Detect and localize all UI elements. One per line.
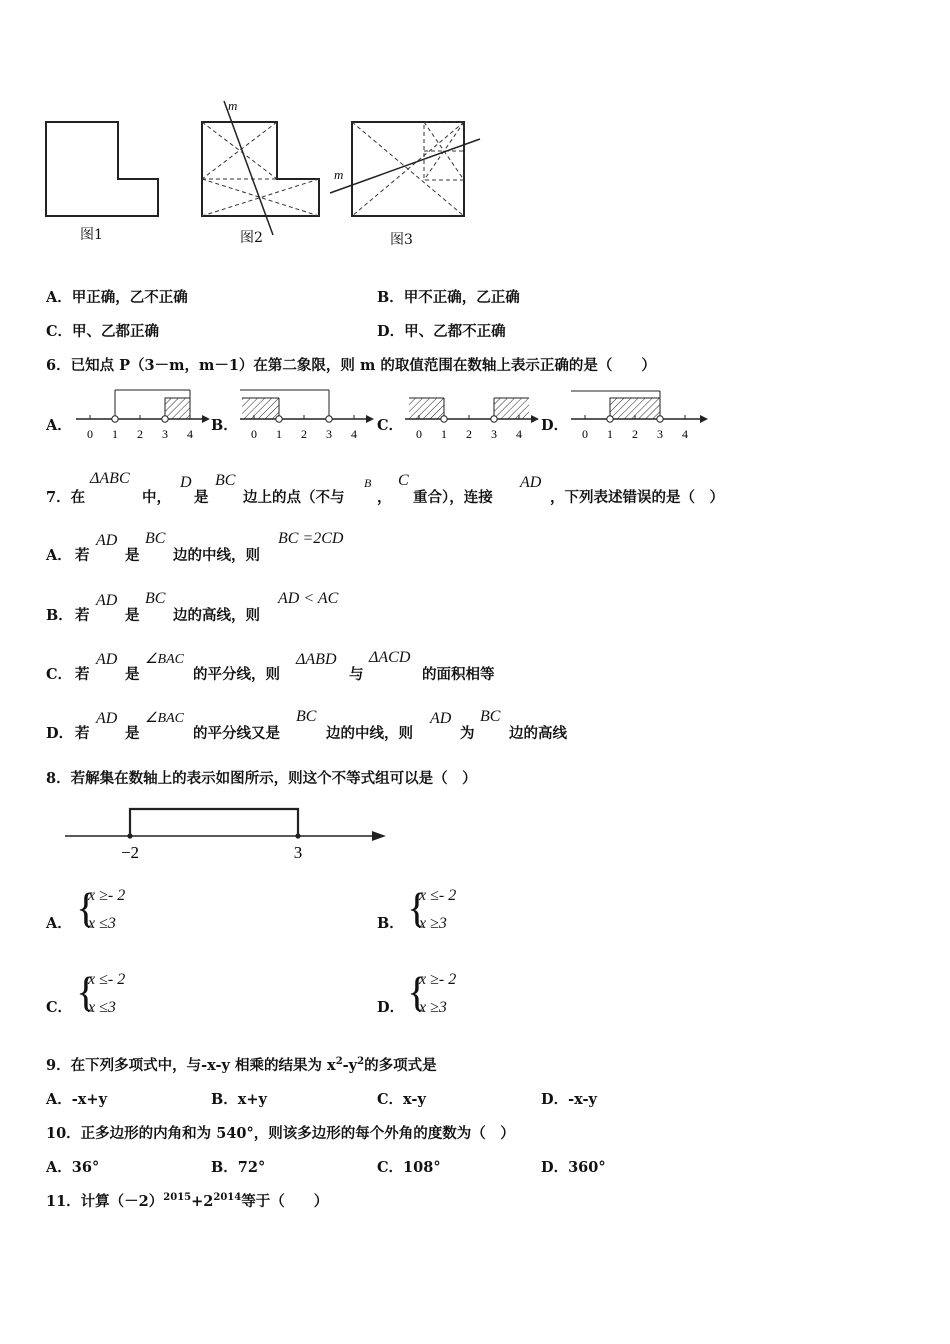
- q5-option-a[interactable]: A．甲正确，乙不正确: [46, 289, 188, 306]
- q10-option-a[interactable]: A．36°: [46, 1159, 100, 1176]
- q10-question: 10．正多边形的内角和为 540°，则该多边形的每个外角的度数为（ ）: [46, 1125, 515, 1142]
- line-m-label-fig2: m: [228, 98, 238, 113]
- q5-option-d[interactable]: D．甲、乙都不正确: [377, 323, 506, 340]
- tick-1: 1: [607, 427, 613, 441]
- q10-option-c[interactable]: C．108°: [377, 1159, 441, 1176]
- brace-icon: {: [407, 970, 428, 1016]
- q8-option-c[interactable]: C． { x ≤- 2 x ≤3: [46, 970, 126, 1016]
- tick-3: 3: [326, 427, 332, 441]
- q5-figures: [40, 95, 490, 255]
- tick-3: 3: [657, 427, 663, 441]
- q6-numberline-c: [401, 384, 541, 444]
- tick-4: 4: [351, 427, 357, 441]
- q6-numberline-a: [72, 384, 212, 444]
- brace-icon: {: [76, 970, 97, 1016]
- tick-0: 0: [87, 427, 93, 441]
- tick-1: 1: [112, 427, 118, 441]
- q6-option-c-letter[interactable]: C．: [377, 417, 404, 434]
- q7-option-b[interactable]: B． 若 AD 是 BC 边的高线，则 AD < AC: [46, 590, 339, 624]
- q9-option-a[interactable]: A．-x+y: [46, 1091, 108, 1108]
- figure-3: [330, 122, 480, 216]
- q8-numberline: [60, 800, 395, 865]
- tick-1: 1: [441, 427, 447, 441]
- axis-label-3: 3: [293, 843, 303, 862]
- figure-2: [202, 101, 319, 235]
- figure-1-l-shape: [46, 122, 158, 216]
- q8-question: 8．若解集在数轴上的表示如图所示，则这个不等式组可以是（ ）: [46, 770, 477, 787]
- axis-label-neg2: −2: [120, 843, 140, 862]
- q5-option-b[interactable]: B．甲不正确，乙正确: [377, 289, 520, 306]
- q6-option-a-letter[interactable]: A．: [46, 417, 72, 434]
- q8-option-a[interactable]: A． { x ≥- 2 x ≤3: [46, 886, 126, 932]
- tick-2: 2: [137, 427, 143, 441]
- tick-0: 0: [416, 427, 422, 441]
- tick-2: 2: [466, 427, 472, 441]
- tick-0: 0: [582, 427, 588, 441]
- tick-4: 4: [187, 427, 193, 441]
- q8-option-b[interactable]: B． { x ≤- 2 x ≥3: [377, 886, 457, 932]
- tick-3: 3: [162, 427, 168, 441]
- q10-option-b[interactable]: B．72°: [211, 1159, 266, 1176]
- q7-option-c[interactable]: C． 若 AD 是 ∠BAC 的平分线，则 ΔABD 与 ΔACD 的面积相等: [46, 649, 495, 683]
- q9-option-b[interactable]: B．x+y: [211, 1091, 267, 1108]
- tick-0: 0: [251, 427, 257, 441]
- figure-2-caption: 图2: [240, 230, 263, 246]
- q8-option-d[interactable]: D． { x ≥- 2 x ≥3: [377, 970, 457, 1016]
- figure-1-caption: 图1: [80, 227, 103, 243]
- q7-option-a[interactable]: A． 若 AD 是 BC 边的中线，则 BC =2CD: [46, 530, 344, 564]
- q9-option-d[interactable]: D．-x-y: [541, 1091, 597, 1108]
- q11-question: 11．计算$(-2)^{2015}+2^{2014}$等于（ ）: [46, 1192, 329, 1210]
- line-m-label-fig3: m: [334, 167, 344, 182]
- brace-icon: {: [407, 886, 428, 932]
- tick-4: 4: [682, 427, 688, 441]
- q10-option-d[interactable]: D．360°: [541, 1159, 606, 1176]
- brace-icon: {: [76, 886, 97, 932]
- q6-numberline-d: [567, 384, 712, 444]
- q5-option-c[interactable]: C．甲、乙都正确: [46, 323, 160, 340]
- q7-option-d[interactable]: D． 若 AD 是 ∠BAC 的平分线又是 BC 边的中线，则 AD 为 BC 边的高线: [46, 708, 567, 742]
- q7-question: 7．在 ΔABC 中， D 是 BC 边上的点（不与 B ， C 重合），连接 AD ，下列表述错误的是（ ）: [46, 470, 724, 506]
- q6-question: 6．已知点 P（3－m，m－1）在第二象限，则 m 的取值范围在数轴上表示正确的是（ ）: [46, 357, 656, 374]
- tick-1: 1: [276, 427, 282, 441]
- tick-2: 2: [301, 427, 307, 441]
- q6-option-b-letter[interactable]: B．: [211, 417, 238, 434]
- q9-option-c[interactable]: C．x-y: [377, 1091, 426, 1108]
- tick-3: 3: [491, 427, 497, 441]
- tick-2: 2: [632, 427, 638, 441]
- q6-option-d-letter[interactable]: D．: [541, 417, 569, 434]
- figure-3-caption: 图3: [390, 232, 413, 248]
- q6-numberline-b: [236, 384, 376, 444]
- tick-4: 4: [516, 427, 522, 441]
- q9-question: 9．在下列多项式中，与-x-y 相乘的结果为 $x^2-y^2$的多项式是: [46, 1056, 437, 1074]
